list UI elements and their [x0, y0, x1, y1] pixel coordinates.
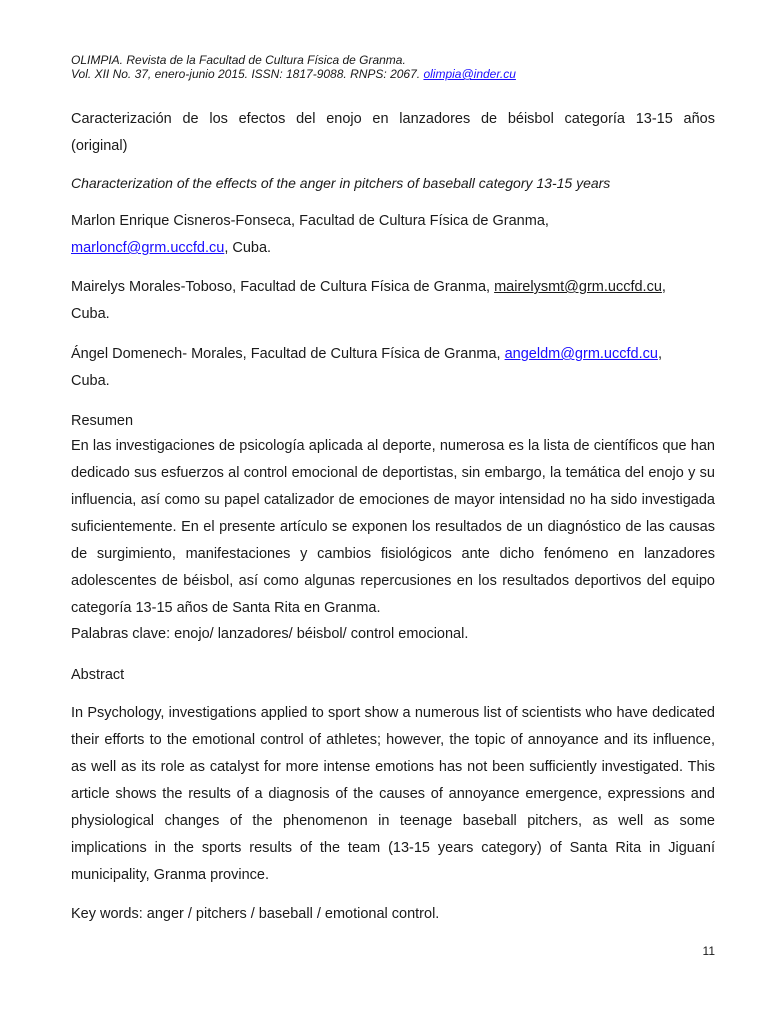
author-3-text: Ángel Domenech- Morales, Facultad de Cultura Física de Granma, [71, 346, 501, 362]
key-words: Key words: anger / pitchers / baseball / emotional control. [71, 906, 440, 922]
journal-email-link[interactable]: olimpia@inder.cu [423, 67, 516, 81]
article-title-line-2: (original) [71, 138, 128, 154]
abstract-heading: Abstract [71, 667, 125, 683]
author-2-suffix: , [661, 279, 666, 295]
author-2-email-link[interactable]: mairelysmt@grm.uccfd.cu [494, 279, 662, 295]
author-1 [71, 208, 715, 262]
author-2-text: Mairelys Morales-Toboso, Facultad de Cultura Física de Granma, [71, 279, 491, 295]
author-3-country: Cuba. [71, 373, 110, 389]
palabras-clave: Palabras clave: enojo/ lanzadores/ béisbol/ control emocional. [71, 626, 469, 642]
page-number: 11 [702, 944, 715, 958]
author-3-email-link[interactable]: angeldm@grm.uccfd.cu [504, 346, 658, 362]
journal-header [71, 53, 516, 81]
author-3 [71, 341, 715, 395]
article-title [71, 106, 715, 160]
resumen-body: En las investigaciones de psicología aplicada al deporte, numerosa es la lista de científicos que han dedicado sus esfuerzos al control emocional de deportistas, sin embargo, la temática del enojo y su influencia, así como su papel catalizador de emociones de mayor intensidad no ha sido investigada suficientemente. En el presente artículo se exponen los resultados de un diagnóstico de las causas de surgimiento, manifestaciones y cambios fisiológicos ante dicho fenómeno en lanzadores adolescentes de béisbol, así como algunas repercusiones en los resultados deportivos del equipo categoría 13-15 años de Santa Rita en Granma. [71, 438, 715, 616]
author-1-suffix: , Cuba. [224, 240, 272, 256]
header-line-1: OLIMPIA. Revista de la Facultad de Cultura Física de Granma. [71, 53, 406, 67]
header-line-2-text: Vol. XII No. 37, enero-junio 2015. ISSN: 1817-9088. RNPS: 2067. [71, 67, 421, 81]
header-line-2 [71, 67, 516, 81]
article-title-line-1: Caracterización de los efectos del enojo en lanzadores de béisbol categoría 13-15 años [71, 111, 715, 127]
article-subtitle: Characterization of the effects of the anger in pitchers of baseball category 13-15 years [71, 175, 611, 191]
abstract-body: In Psychology, investigations applied to sport show a numerous list of scientists who have dedicated their efforts to the emotional control of athletes; however, the topic of annoyance and its influence, as well as its role as catalyst for more intense emotions has not been sufficiently investigated. This article shows the results of a diagnosis of the causes of annoyance emergence, expressions and physiological changes of the phenomenon in teenage baseball pitchers, as well as some implications in the sports results of the team (13-15 years category) of Santa Rita in Jiguaní municipality, Granma province. [71, 705, 715, 883]
author-1-email-link[interactable]: marloncf@grm.uccfd.cu [71, 240, 225, 256]
author-2 [71, 274, 715, 328]
author-1-text: Marlon Enrique Cisneros-Fonseca, Facultad de Cultura Física de Granma, [71, 213, 549, 229]
author-2-country: Cuba. [71, 306, 110, 322]
author-3-suffix: , [657, 346, 662, 362]
resumen-heading: Resumen [71, 413, 134, 429]
